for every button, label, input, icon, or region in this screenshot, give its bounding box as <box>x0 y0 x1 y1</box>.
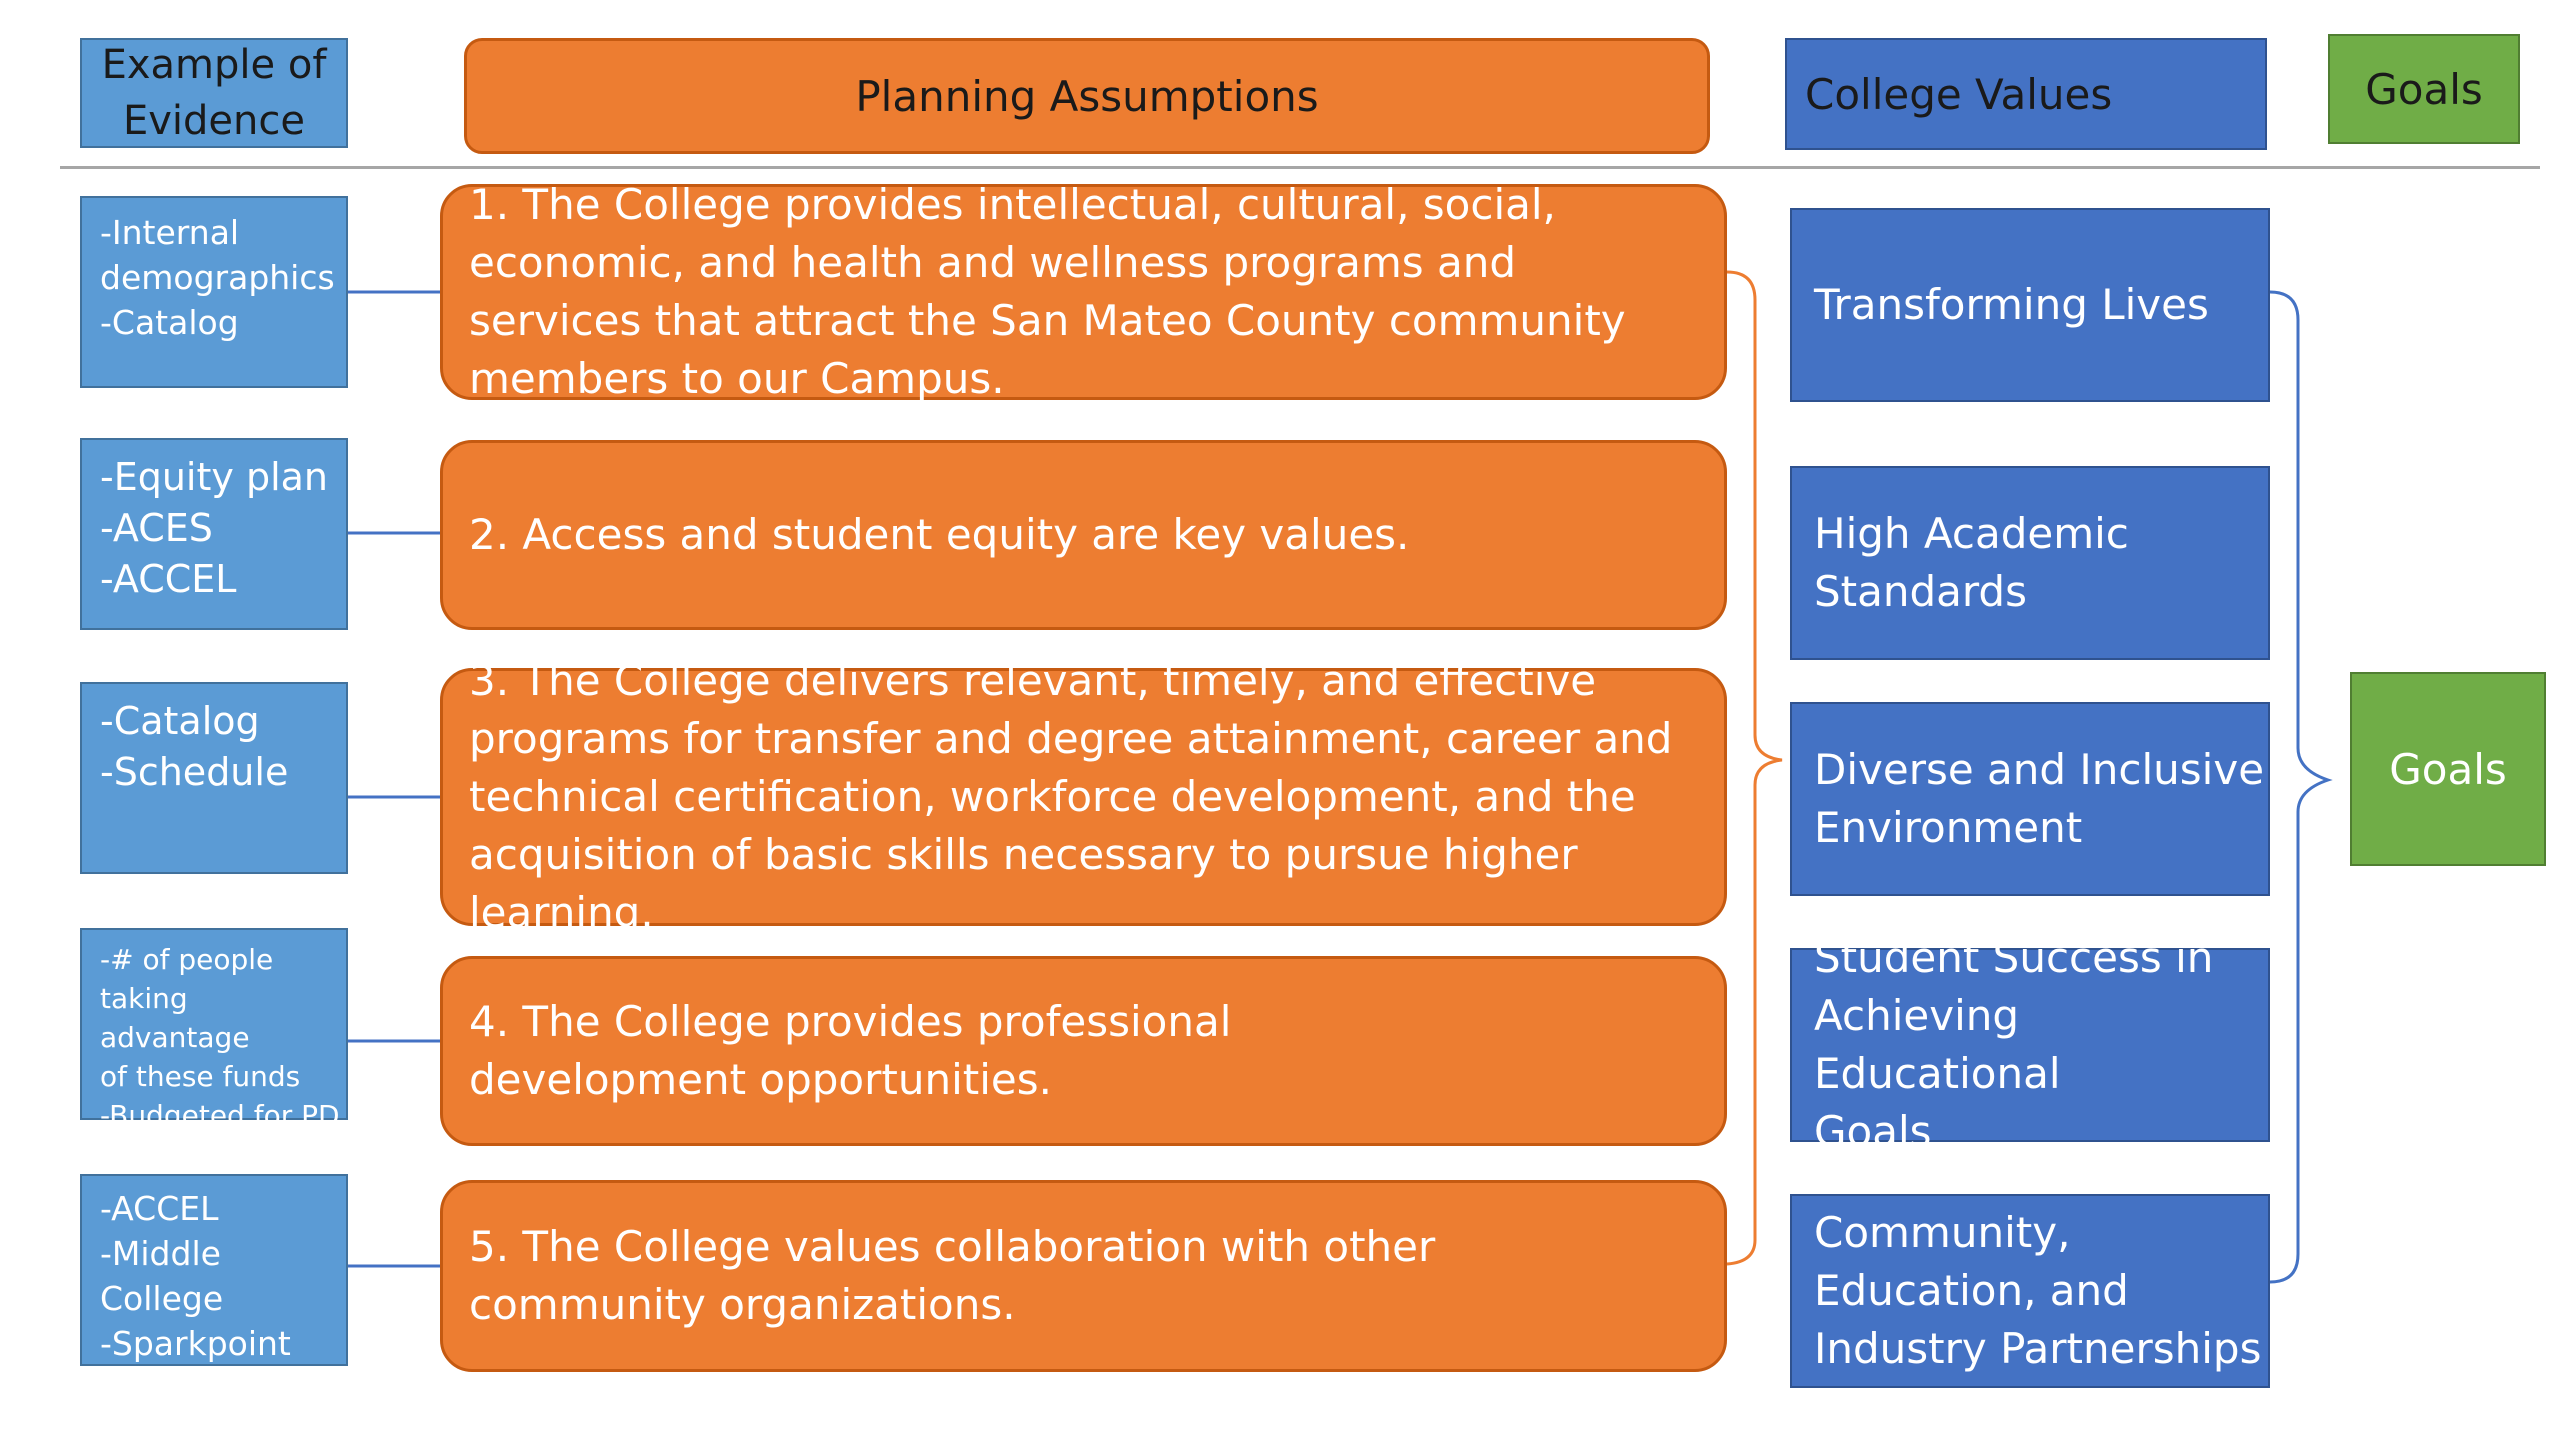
assumption-2-text: 2. Access and student equity are key values. <box>469 510 1410 559</box>
value-high-academic-standards: High Academic Standards <box>1790 466 2270 660</box>
evidence-box-1: -Internal demographics -Catalog <box>80 196 348 388</box>
value-transforming-lives: Transforming Lives <box>1790 208 2270 402</box>
assumptions-bracket <box>1727 272 1782 1264</box>
header-college-values: College Values <box>1785 38 2267 150</box>
assumption-1-text: 1. The College provides intellectual, cultural, social, economic, and health and wellness programs and services that attract the San Mateo County community members to our Campus. <box>469 180 1626 403</box>
evidence-box-3: -Catalog -Schedule <box>80 682 348 874</box>
assumption-3 <box>440 656 1727 937</box>
header-example-of-evidence: Example of Evidence <box>80 38 348 148</box>
value-diverse-inclusive-environment: Diverse and Inclusive Environment <box>1790 702 2270 896</box>
header-planning-assumptions: Planning Assumptions <box>464 38 1710 154</box>
assumption-5 <box>440 1180 1727 1372</box>
header-goals: Goals <box>2328 34 2520 144</box>
values-bracket <box>2270 292 2328 1282</box>
evidence-box-2: -Equity plan -ACES -ACCEL <box>80 438 348 630</box>
assumption-4-text: 4. The College provides professional development opportunities. <box>469 997 1232 1104</box>
assumption-4 <box>440 956 1727 1146</box>
value-student-success: Student Success in Achieving Educational Goals <box>1790 948 2270 1142</box>
evidence-box-4: -# of people taking advantage of these funds -Budgeted for PD <box>80 928 348 1120</box>
assumption-2 <box>440 440 1727 630</box>
value-community-partnerships: Community, Education, and Industry Partnerships <box>1790 1194 2270 1388</box>
assumption-3-text: 3. The College delivers relevant, timely, and effective programs for transfer and degree attainment, career and technical certification, workforce development, and the acquisition of basic skills necessary to pursue higher learning. <box>469 656 1673 937</box>
goals-box: Goals <box>2350 672 2546 866</box>
evidence-box-5: -ACCEL -Middle College -Sparkpoint <box>80 1174 348 1366</box>
assumption-5-text: 5. The College values collaboration with other community organizations. <box>469 1222 1436 1329</box>
assumption-1 <box>440 180 1727 403</box>
